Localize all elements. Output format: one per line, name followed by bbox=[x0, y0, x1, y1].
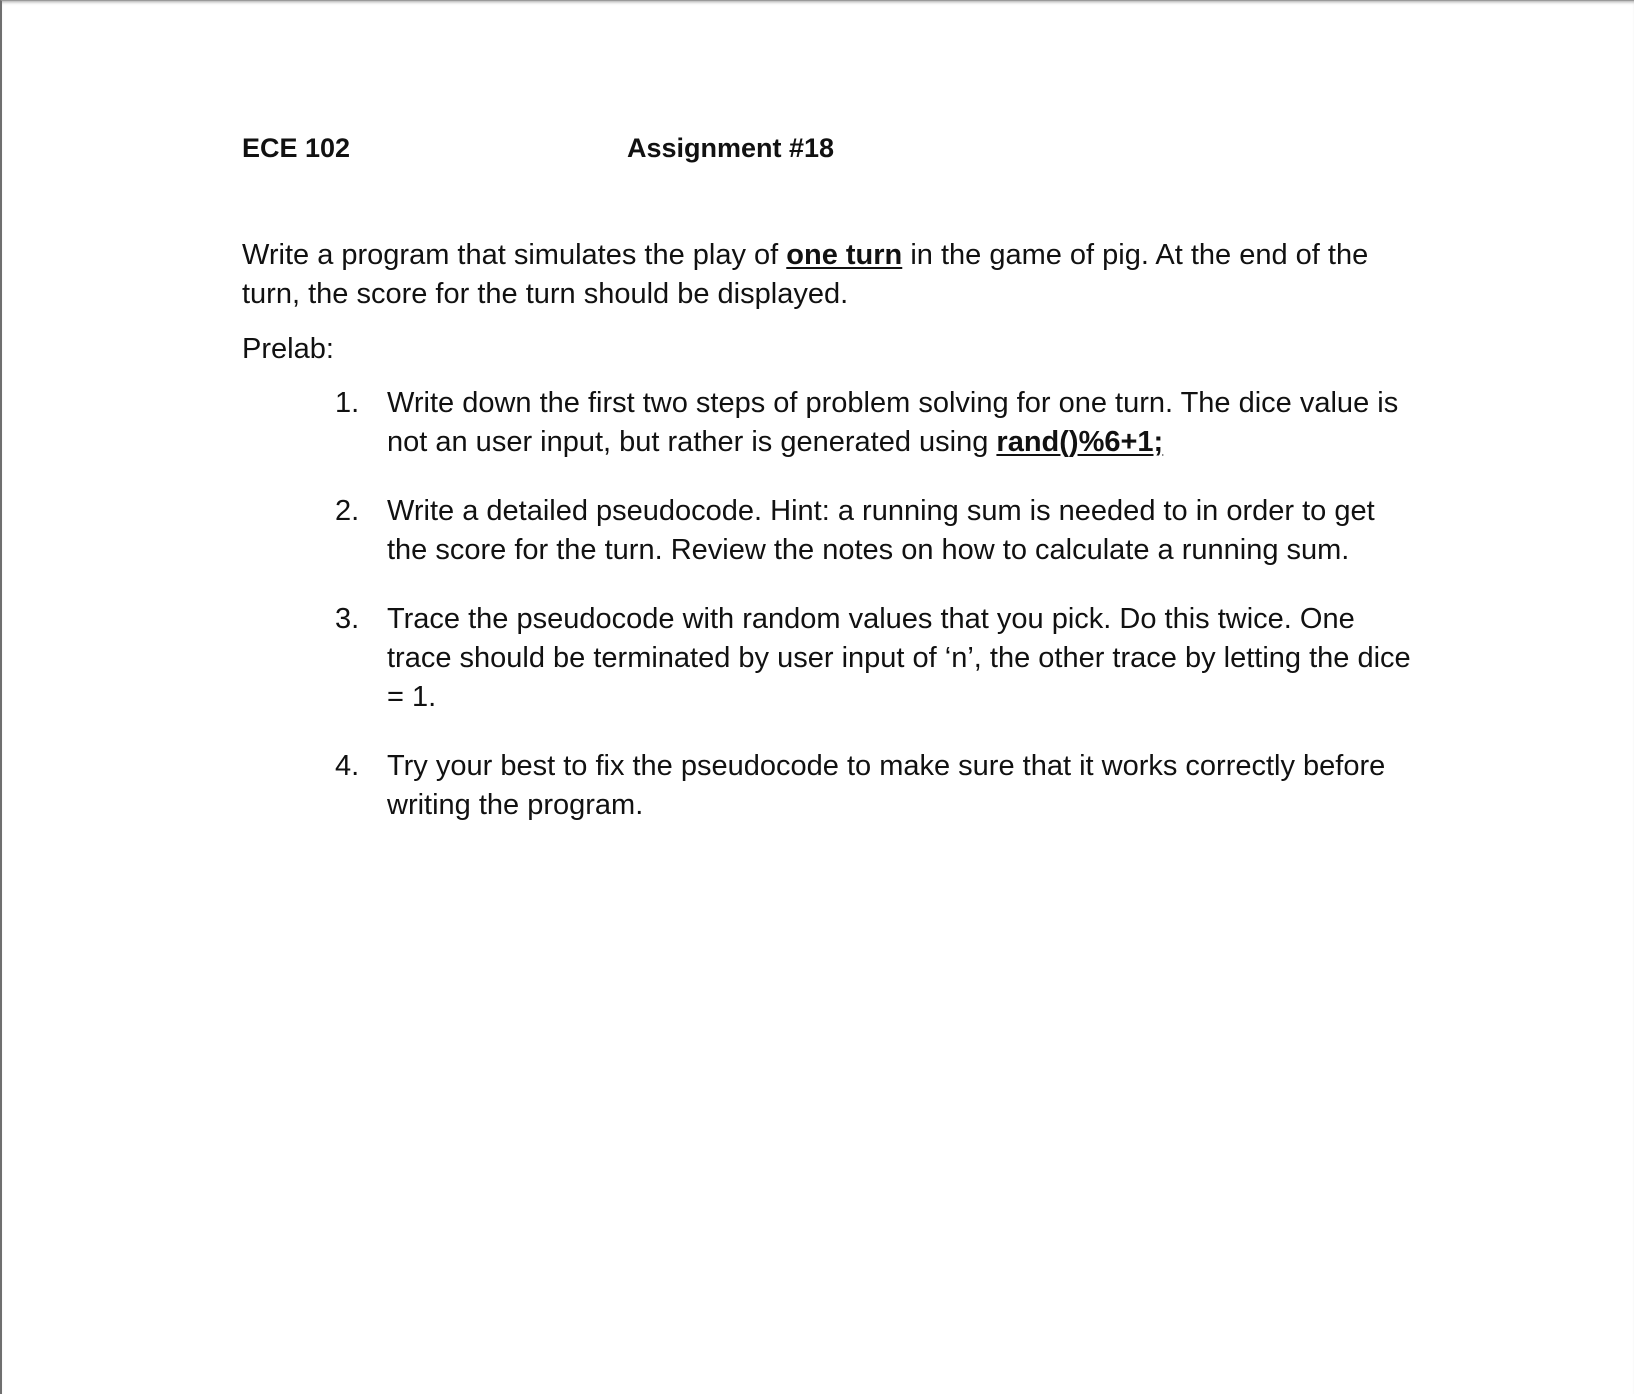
step-text-before: Write down the first two steps of problem solving for one turn. The dice value is not an user input, but rather is generated using bbox=[387, 387, 1399, 458]
intro-text-after: in the game of pig. At the end of the turn, the score for the turn should be displayed. bbox=[242, 239, 1369, 310]
list-item-number: 3. bbox=[335, 603, 360, 635]
list-item bbox=[335, 600, 1415, 717]
course-code: ECE 102 bbox=[242, 133, 351, 163]
prelab-heading: Prelab: bbox=[242, 333, 334, 365]
intro-emphasis: one turn bbox=[786, 239, 903, 271]
list-item-text: Try your best to fix the pseudocode to make sure that it works correctly before writing the program. bbox=[387, 750, 1386, 821]
list-item-number: 1. bbox=[335, 387, 360, 419]
list-item-text bbox=[387, 384, 1415, 462]
list-item bbox=[335, 747, 1415, 825]
step-code-emphasis: rand()%6+1; bbox=[996, 426, 1164, 458]
intro-paragraph bbox=[242, 236, 1392, 314]
list-item bbox=[335, 492, 1415, 570]
list-item-text: Trace the pseudocode with random values that you pick. Do this twice. One trace should be terminated by user input of ‘n’, the other trace by letting the dice = 1. bbox=[387, 603, 1411, 713]
list-item-text: Write a detailed pseudocode. Hint: a running sum is needed to in order to get the score for the turn. Review the notes on how to calculate a running sum. bbox=[387, 495, 1375, 566]
list-item-number: 4. bbox=[335, 750, 360, 782]
assignment-title: Assignment #18 bbox=[627, 133, 835, 163]
prelab-steps-list bbox=[335, 384, 1415, 825]
intro-text-before: Write a program that simulates the play of bbox=[242, 239, 787, 271]
list-item-number: 2. bbox=[335, 495, 360, 527]
list-item bbox=[335, 384, 1415, 462]
